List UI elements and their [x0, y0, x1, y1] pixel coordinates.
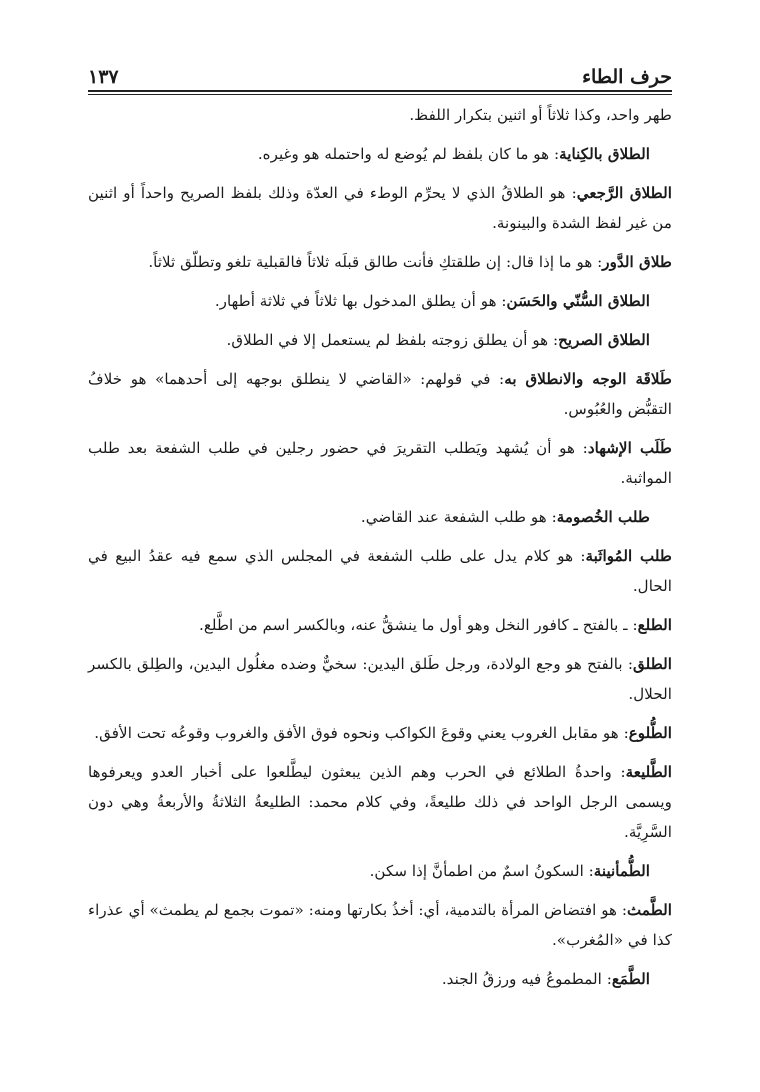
- entry: [88, 718, 672, 748]
- dictionary-entries: [88, 100, 672, 1003]
- entry-body: : هو ما كان بلفظ لم يُوضع له واحتمله هو وغيره.: [257, 145, 560, 163]
- entry: [88, 286, 672, 316]
- entry-body: : هو أن يطلق زوجته بلفظ لم يستعمل إلا في الطلاق.: [226, 331, 559, 349]
- entry-term: طلب المُواثَبة: [585, 547, 672, 565]
- entry-term: الطلاق الرَّجعي: [576, 184, 672, 202]
- entry-term: الطلاق بالكِناية: [559, 145, 650, 163]
- entry-term: الطلاق الصريح: [558, 331, 650, 349]
- entry-body: : بالفتح هو وجع الولادة، ورجل طَلق اليدين: سخيٌّ وضده مغلُول اليدين، والطِلق بالكسر الحلال.: [88, 655, 672, 703]
- entry: [88, 178, 672, 238]
- entry: [88, 856, 672, 886]
- entry-term: طلاق الدَّور: [602, 253, 672, 271]
- header-rule: [88, 90, 672, 95]
- entry-body: : ـ بالفتح ـ كافور النخل وهو أول ما ينشقُّ عنه، وبالكسر اسم من اطَّلع.: [199, 616, 638, 634]
- page-number: ١٣٧: [88, 66, 119, 88]
- entry-term: طَلَب الإشهاد: [587, 439, 672, 457]
- entry-body: : هو طلب الشفعة عند القاضي.: [360, 508, 557, 526]
- entry: [88, 433, 672, 493]
- entry-term: الطُّمأنينة: [593, 862, 650, 880]
- entry-body: : هو أن يُشهد ويَطلب التقريرَ في حضور رجلين في طلب الشفعة بعد طلب المواثبة.: [88, 439, 672, 487]
- entry: [88, 649, 672, 709]
- entry-body: : هو مقابل الغروب يعني وقوعَ الكواكب ونحوه فوق الأفق والغروب وقوعُه تحت الأفق.: [94, 724, 629, 742]
- entry: [88, 964, 672, 994]
- entry-body: : هو الطلاقُ الذي لا يحرِّم الوطء في العدّة وذلك بلفظ الصريح واحداً أو اثنين من غير لفظ الشدة والبينونة.: [88, 184, 672, 232]
- entry-body: : المطموعُ فيه ورزقُ الجند.: [441, 970, 612, 988]
- entry-term: طَلاقَة الوجه والانطلاق به: [504, 370, 672, 388]
- entry-term: الطلق: [633, 655, 672, 673]
- entry-body: : هو ما إذا قال: إن طلقتكِ فأنت طالق قبلَه ثلاثاً فالقبلية تلغو وتطلّق ثلاثاً.: [148, 253, 603, 271]
- entry: [88, 502, 672, 532]
- entry-body: : هو أن يطلق المدخول بها ثلاثاً في ثلاثة أطهار.: [214, 292, 507, 310]
- entry-term: الطُّلوع: [628, 724, 672, 742]
- entry-term: الطَّليعة: [625, 763, 672, 781]
- continuation-text: [88, 100, 672, 130]
- chapter-title: حرف الطاء: [582, 66, 672, 88]
- entry-term: الطلاق السُّنّي والحَسَن: [506, 292, 650, 310]
- entry-term: الطَّمث: [627, 901, 672, 919]
- entry-body: : واحدةُ الطلائع في الحرب وهم الذين يبعثون ليطَّلعوا على أخبار العدو ويعرفوها ويسمى الرجل الواحد في ذلك طليعةً، وفي كلام محمد: الطليعةُ الثلاثةُ والأربعةُ وهي دون السَّرِيَّة.: [88, 763, 672, 841]
- entry: [88, 139, 672, 169]
- entry-body: : السكونُ اسمٌ من اطمأنَّ إذا سكن.: [369, 862, 594, 880]
- entry-term: طلب الخُصومة: [556, 508, 650, 526]
- entry: [88, 610, 672, 640]
- entry-body: : هو كلام يدل على طلب الشفعة في المجلس الذي سمع فيه عقدُ البيع في الحال.: [88, 547, 672, 595]
- page-header: [88, 58, 672, 88]
- entry-body: : في قولهم: «القاضي لا ينطلق بوجهه إلى أحدهما» هو خلافُ التقبُّض والعُبُوس.: [88, 370, 672, 418]
- entry: [88, 247, 672, 277]
- entry-body: طهر واحد، وكذا ثلاثاً أو اثنين بتكرار اللفظ.: [409, 106, 672, 124]
- entry: [88, 757, 672, 847]
- entry-term: الطلع: [637, 616, 672, 634]
- entry: [88, 364, 672, 424]
- entry: [88, 325, 672, 355]
- entry: [88, 541, 672, 601]
- entry: [88, 895, 672, 955]
- entry-term: الطَّمَع: [611, 970, 650, 988]
- entry-body: : هو افتضاض المرأة بالتدمية، أي: أخذُ بكارتها ومنه: «تموت بجمع لم يطمث» أي عذراء كذا في «المُغرب».: [88, 901, 672, 949]
